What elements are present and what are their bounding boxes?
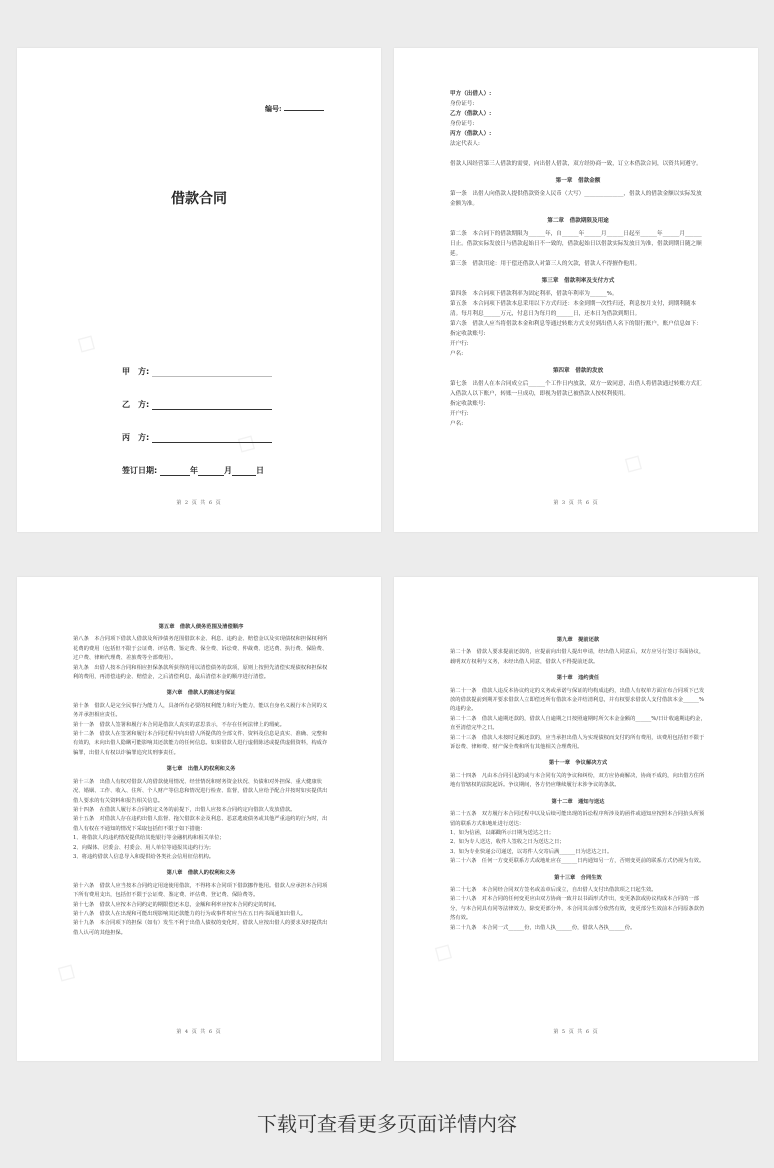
party-label: 甲方（出借人）: [450,91,492,97]
paragraph: 第七条 出借人在本合同成立后______个工作日内放款，双方一致同意，出借人将借款通过转账方式汇入借款人以下账户，转账一旦成功，即视为借款已被借款人按权利使用。 [450,381,702,397]
page-footer: 第 5 页 共 6 页 [553,1029,599,1035]
paragraph: 第二十条 借款人要求提前还款的，应提前向出借人提出申请，经出借人同意后，双方应另行签订书面协议，载明双方权利与义务，未经出借人同意，借款人不得提前还款。 [450,649,705,665]
watermark: ◇ [617,445,651,481]
paragraph: 法定代表人: [450,141,480,147]
page-3 [17,577,381,1061]
party-label: 乙方（借款人）: [450,111,492,117]
page-footer: 第 3 页 共 6 页 [553,500,599,506]
paragraph: 第二十三条 借款人未按时足额还款的，应当承担出借人为实现债权而支付的所有费用，该费用包括但不限于诉讼费、律师费、财产保全费和所有其他相关合理费用。 [450,734,705,751]
paragraph: 3、将违约借款人信息导入和提供给各类社会信用征信机构。 [73,853,215,860]
download-caption: 下载可查看更多页面详情内容 [257,1112,517,1136]
watermark: ◇ [70,325,104,361]
paragraph: 第六条 借款人应当将借款本金和利息等通过转账方式支付到出借人名下的银行账户，账户信息如下： [450,321,702,327]
party-c-row [122,432,272,443]
chapter-heading: 第四章 借款的发放 [552,368,604,374]
paragraph: 第十七条 借款人应按本合同约定的期限偿还本息，金额和利率应按本合同约定的时间。 [73,901,280,908]
chapter-heading: 第九章 提前还款 [556,637,600,643]
paragraph: 第九条 出借人按本合同和相应担保条款所获得的用以清偿债务的款项，原则上按照先清偿实现债权和担保权利的费用，再清偿违约金、赔偿金，之后清偿利息，最后清偿本金的顺序进行清偿。 [73,664,328,681]
paragraph: 第十二条 借款人在签署和履行本合同过程中向出借人所提供的全部文件、资料及信息是真实、准确、完整和有效的，未向出借人隐瞒可能影响其还款能力的任何信息。如果借款人进行虚假陈述或提供虚假资料，构成诈骗罪，出借人有权以诈骗罪追究其刑事责任。 [73,731,328,756]
paragraph: 第二十二条 借款人逾期还款的，借款人自逾期之日按照逾期时所欠本金金额的______%/日计收逾期违约金，直至清偿完毕之日。 [450,715,706,732]
party-a-row [122,366,272,377]
paragraph: 1、将借款人的违约情况提供给其他银行等金融机构和相关单位； [73,835,225,842]
paragraph: 第十条 借款人是完全民事行为能力人，具备所有必要的权利能力和行为能力，能以自身名义履行本合同的义务并承担相应责任。 [73,702,328,719]
party-c-label: 丙 方: [122,433,150,442]
paragraph: 第二十六条 任何一方变更联系方式或地址应在______日内通知另一方，否则变更前的联系方式仍视为有效。 [450,858,705,865]
party-a-line [152,376,272,377]
paragraph: 第十六条 借款人应当按本合同约定用途使用借款，不得将本合同项下借款挪作他用。借款人应承担本合同项下所有费用支出，包括但不限于公证费、鉴定费、评估费、登记费、保险费等。 [73,882,328,899]
chapter-heading: 第十三章 合同生效 [554,874,602,881]
paragraph: 指定收款账号: [450,401,486,407]
page-cover [17,48,381,532]
paragraph: 第二十一条 借款人违反本协议约定的义务或承诺与保证的均构成违约，出借人有权单方面宣布合同项下已发放的借款提前到期并要求借款人立即偿还所有借款本金并结清利息，并有权要求借款人支付借款本金______%的违约金。 [450,687,705,713]
paragraph: 2、向媒体、居委会、村委会、用人单位等通报其违约行为； [73,844,215,851]
paragraph: 借款人因经营第三人借款的需要，向出借人借款，双方经协商一致，订立本借款合同，以资共同遵守。 [450,161,702,167]
day-line [232,475,256,476]
page-footer: 第 4 页 共 6 页 [176,1029,222,1035]
chapter-heading: 第八章 借款人的权利和义务 [166,870,236,877]
number-line [284,110,324,111]
paragraph: 第五条 本合同项下借款本息采用以下方式归还：本金到期一次性归还，利息按月支付，到期利随本清。每月利息______万元，付息日为每月的______日，还本日为借款到期日。 [450,301,697,317]
chapter-heading: 第五章 借款人债务范围及清偿顺序 [158,624,244,630]
paragraph: 户名: [450,421,464,427]
paragraph: 第三条 借款用途：用于偿还借款人对第三人的欠款，借款人不得擅作他用。 [450,261,641,267]
paragraph: 开户行: [450,341,469,347]
paragraph: 第十三条 出借人有权对借款人的借款使用情况、经营情况和财务资金状况、负债和对外担保、重大健康状况、婚姻、工作、收入、住所、个人财产等信息和情况进行检查、监督，借款人应给予配合并按时如实提供出借人要求的有关资料和报告相关信息。 [73,778,328,804]
page-3-content [73,616,329,938]
sign-date-row [122,465,264,476]
month-label: 月 [224,466,232,475]
paragraph: 第二十五条 双方履行本合同过程中以及后续可能出现的诉讼程序所涉及的函件或通知应按照本合同抬头所预留的联系方式和地址进行送达： [450,811,705,827]
page-2 [394,48,758,532]
paragraph: 第二十四条 凡由本合同引起的或与本合同有关的争议和纠纷，双方应协商解决，协商不成的，向出借方住所地有管辖权的法院起诉。争议期间，各方仍应继续履行未涉争议的条款。 [450,772,705,789]
chapter-heading: 第十一章 争议解决方式 [548,760,608,767]
chapter-heading: 第三章 借款利率及支付方式 [541,278,615,284]
year-label: 年 [190,466,198,475]
watermark: ◇ [427,934,461,970]
paragraph: 1、如为信函，以邮戳所示日期为送达之日； [450,829,555,836]
paragraph: 第二十七条 本合同经合同双方签名或盖章后成立，自出借人支付出借款项之日起生效。 [450,886,657,893]
paragraph: 第二十八条 对本合同的任何变更应由双方协商一致并以书面形式作出，变更条款或协议构成本合同的一部分，与本合同具有同等法律效力，除变更部分外，本合同其余部分依然有效，变更部分生效前本合同原条款仍然有效。 [450,896,705,922]
party-a-label: 甲 方: [122,367,150,376]
number-label: 编号: [265,104,282,113]
paragraph: 第一条 出借人向借款人提供借款资金人民币（大写）______________，借款人的借款金额以实际发放金额为准。 [450,191,702,207]
contract-number [265,104,324,114]
page-footer: 第 2 页 共 6 页 [176,500,222,506]
paragraph: 户名: [450,351,464,357]
party-c-line [152,442,272,443]
party-b-row [122,399,272,410]
paragraph: 第十九条 本合同项下的担保（如有）发生不利于出借人债权的变化时，借款人应按出借人的要求及时提供出借人认可的其他担保。 [73,920,328,936]
chapter-heading: 第六章 借款人的陈述与保证 [166,690,236,697]
chapter-heading: 第二章 借款期限及用途 [547,218,609,224]
paragraph: 第十八条 借款人在出现和可能出现影响其还款能力的行为或事件时应当在五日内书面通知出借人。 [73,910,307,917]
paragraph: 第十四条 在借款人履行本合同约定义务的前提下，出借人应按本合同约定向借款人发放借款。 [73,806,296,813]
paragraph: 2、如为专人送达，收件人签收之日为送达之日； [450,839,565,846]
watermark: ◇ [50,954,84,990]
paragraph: 第十五条 对借款人存在违约出借人监督、拖欠借款本金及利息、恶意逃废债务或其他严重违约的行为时，出借人有权在不通知的情况下采取包括但不限于如下措施： [73,816,328,832]
month-line [198,475,224,476]
page-2-content [450,89,706,429]
page-4-content [450,629,706,933]
date-label: 签订日期: [122,466,158,475]
spacer [450,149,706,159]
party-b-line [152,409,272,410]
chapter-heading: 第十章 违约责任 [556,675,600,682]
paragraph: 第十一条 借款人签署和履行本合同是借款人真实的意思表示，不存在任何法律上的瑕疵。 [73,721,285,728]
paragraph: 指定收款账号: [450,331,486,337]
paragraph: 身份证号: [450,101,475,107]
chapter-heading: 第七章 出借人的权利和义务 [166,766,236,773]
paragraph: 3、如为专业快递公司递送，以寄件人交寄后满______日为送达之日。 [450,848,613,855]
paragraph: 第四条 本合同项下借款利率为固定利率，借款年利率为______%。 [450,291,618,297]
year-line [160,475,190,476]
chapter-heading: 第十二章 通知与送达 [551,798,605,805]
paragraph: 身份证号: [450,121,475,127]
cover-title: 借款合同 [171,191,227,207]
chapter-heading: 第一章 借款金额 [555,178,601,184]
party-b-label: 乙 方: [122,400,150,409]
day-label: 日 [256,466,264,475]
paragraph: 第二十九条 本合同一式______份，出借人执______份，借款人各执______份。 [450,924,636,931]
paragraph: 开户行: [450,411,469,417]
paragraph: 第二条 本合同下的借款期限为______年，自______年______月______日起至______年______月______日止。借款实际发放日与借款起始日不一致的，借款起始日以借款实际发放日为准，借款到期日随之顺延。 [450,231,702,257]
watermark: ◇ [230,425,264,461]
page-4 [394,577,758,1061]
party-label: 丙方（借款人）: [450,131,492,137]
paragraph: 第八条 本合同项下借款人借款及所涉债务范围借款本金、利息、违约金、赔偿金以及实现债权和担保权利所花费的费用（包括但不限于公证费、评估费、鉴定费、保全费、诉讼费、仲裁费、送达费、执行费、保险费、过户费、律师代理费、差旅费等全部费用）。 [73,636,328,662]
